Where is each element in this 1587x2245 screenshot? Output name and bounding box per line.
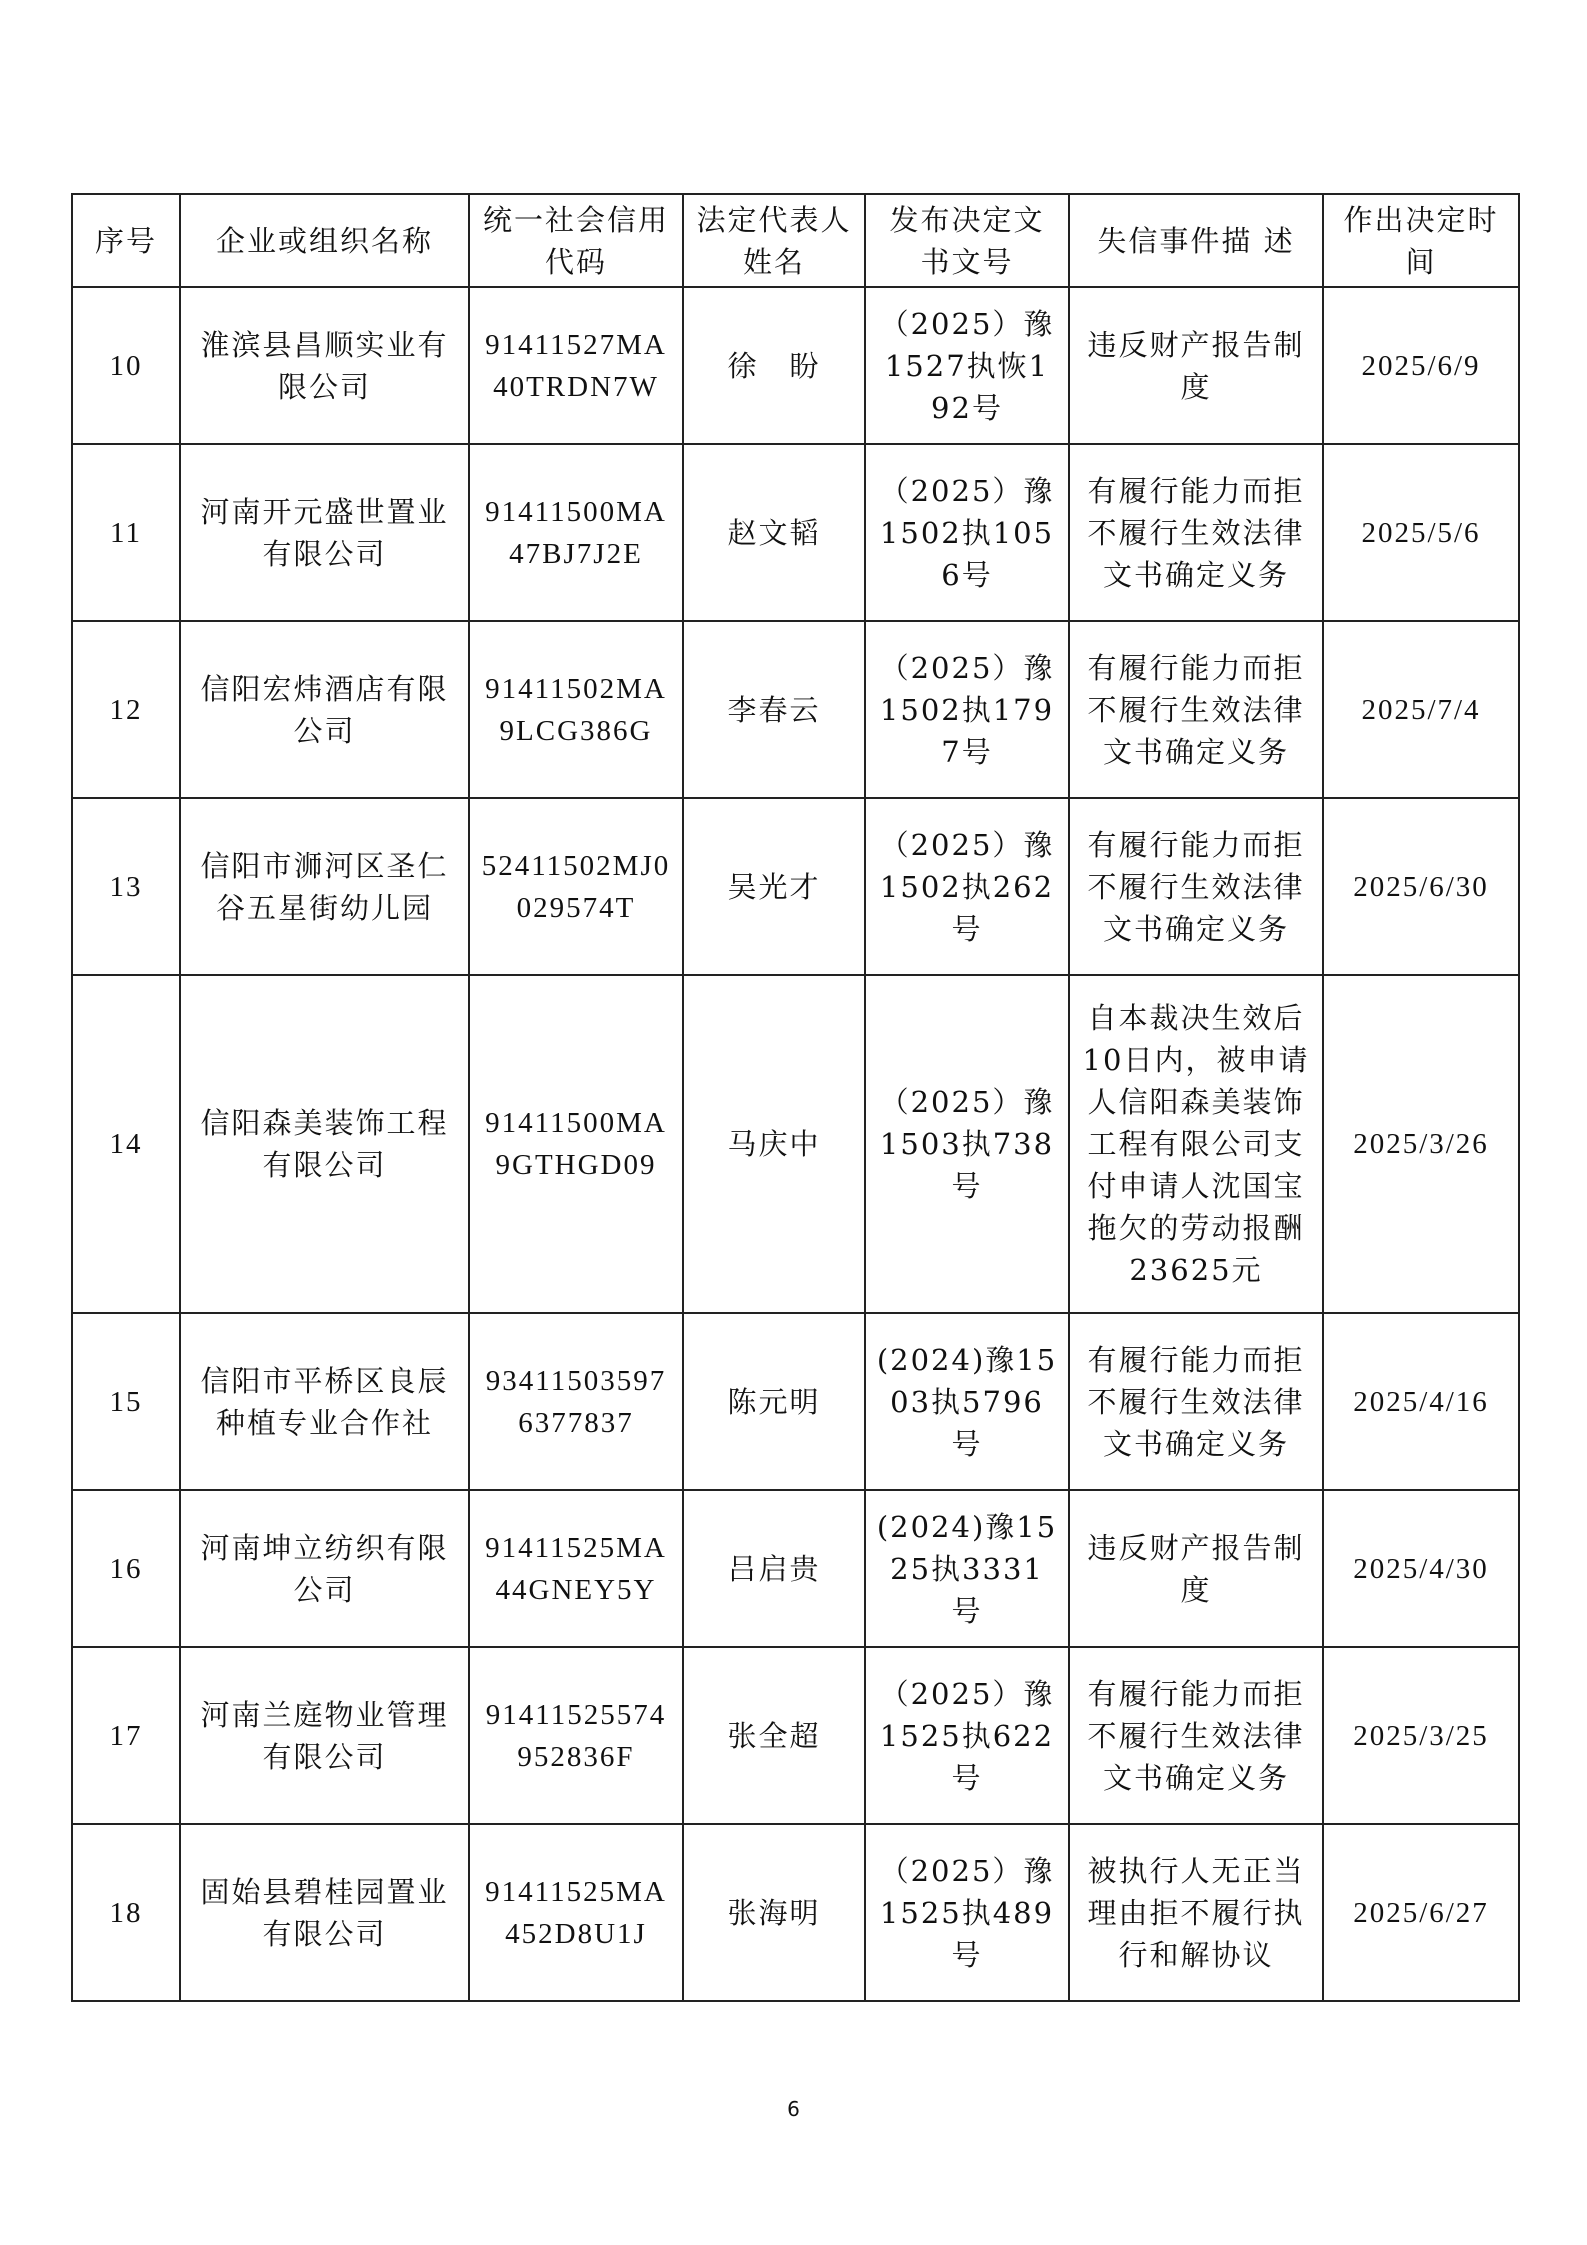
- cell-date: 2025/6/27: [1323, 1824, 1519, 2001]
- cell-credit-code: 91411525MA44GNEY5Y: [469, 1490, 683, 1647]
- cell-credit-code: 934115035976377837: [469, 1313, 683, 1490]
- cell-serial: 11: [72, 444, 180, 621]
- cell-document-no: (2024)豫1503执5796号: [865, 1313, 1069, 1490]
- cell-representative: 张全超: [683, 1647, 865, 1824]
- cell-document-no: (2024)豫1525执3331号: [865, 1490, 1069, 1647]
- cell-name: 信阳森美装饰工程有限公司: [180, 975, 469, 1313]
- dishonest-entities-table: [71, 193, 1520, 2002]
- cell-document-no: （2025）豫1502执1056号: [865, 444, 1069, 621]
- table-row: [72, 621, 1519, 798]
- header-serial: 序号: [72, 194, 180, 287]
- cell-date: 2025/6/9: [1323, 287, 1519, 444]
- cell-credit-code: 91411502MA9LCG386G: [469, 621, 683, 798]
- cell-date: 2025/7/4: [1323, 621, 1519, 798]
- cell-event: 有履行能力而拒不履行生效法律文书确定义务: [1069, 798, 1323, 975]
- cell-name: 河南开元盛世置业有限公司: [180, 444, 469, 621]
- cell-representative: 马庆中: [683, 975, 865, 1313]
- cell-serial: 13: [72, 798, 180, 975]
- cell-representative: 吴光才: [683, 798, 865, 975]
- cell-date: 2025/3/26: [1323, 975, 1519, 1313]
- cell-serial: 12: [72, 621, 180, 798]
- cell-name: 信阳市平桥区良辰种植专业合作社: [180, 1313, 469, 1490]
- table-row: [72, 1313, 1519, 1490]
- cell-event: 违反财产报告制度: [1069, 287, 1323, 444]
- table-row: [72, 1490, 1519, 1647]
- cell-serial: 16: [72, 1490, 180, 1647]
- cell-serial: 10: [72, 287, 180, 444]
- cell-representative: 李春云: [683, 621, 865, 798]
- header-name: 企业或组织名称: [180, 194, 469, 287]
- table-header-row: [72, 194, 1519, 287]
- cell-credit-code: 91411525574952836F: [469, 1647, 683, 1824]
- cell-serial: 14: [72, 975, 180, 1313]
- cell-credit-code: 91411500MA47BJ7J2E: [469, 444, 683, 621]
- cell-document-no: （2025）豫1525执622号: [865, 1647, 1069, 1824]
- cell-document-no: （2025）豫1525执489号: [865, 1824, 1069, 2001]
- cell-date: 2025/5/6: [1323, 444, 1519, 621]
- cell-date: 2025/4/16: [1323, 1313, 1519, 1490]
- cell-representative: 赵文韬: [683, 444, 865, 621]
- cell-date: 2025/6/30: [1323, 798, 1519, 975]
- cell-name: 淮滨县昌顺实业有限公司: [180, 287, 469, 444]
- cell-name: 信阳宏炜酒店有限公司: [180, 621, 469, 798]
- header-credit-code: 统一社会信用代码: [469, 194, 683, 287]
- cell-document-no: （2025）豫1503执738号: [865, 975, 1069, 1313]
- cell-serial: 18: [72, 1824, 180, 2001]
- cell-date: 2025/3/25: [1323, 1647, 1519, 1824]
- cell-representative: 吕启贵: [683, 1490, 865, 1647]
- page-number: 6: [787, 2097, 800, 2121]
- header-document-no: 发布决定文书文号: [865, 194, 1069, 287]
- table-row: [72, 975, 1519, 1313]
- cell-serial: 17: [72, 1647, 180, 1824]
- cell-credit-code: 91411525MA452D8U1J: [469, 1824, 683, 2001]
- cell-event: 自本裁决生效后10日内，被申请人信阳森美装饰工程有限公司支付申请人沈国宝拖欠的劳动报酬23625元: [1069, 975, 1323, 1313]
- header-event: 失信事件描 述: [1069, 194, 1323, 287]
- cell-document-no: （2025）豫1502执1797号: [865, 621, 1069, 798]
- cell-event: 有履行能力而拒不履行生效法律文书确定义务: [1069, 1647, 1323, 1824]
- cell-credit-code: 91411500MA9GTHGD09: [469, 975, 683, 1313]
- cell-name: 河南坤立纺织有限公司: [180, 1490, 469, 1647]
- cell-representative: 徐 盼: [683, 287, 865, 444]
- table-row: [72, 1647, 1519, 1824]
- table-row: [72, 444, 1519, 621]
- cell-credit-code: 52411502MJ0029574T: [469, 798, 683, 975]
- cell-event: 有履行能力而拒不履行生效法律文书确定义务: [1069, 621, 1323, 798]
- cell-event: 有履行能力而拒不履行生效法律文书确定义务: [1069, 1313, 1323, 1490]
- cell-serial: 15: [72, 1313, 180, 1490]
- cell-credit-code: 91411527MA40TRDN7W: [469, 287, 683, 444]
- cell-representative: 陈元明: [683, 1313, 865, 1490]
- table-row: [72, 287, 1519, 444]
- cell-name: 信阳市浉河区圣仁谷五星街幼儿园: [180, 798, 469, 975]
- cell-document-no: （2025）豫1502执262号: [865, 798, 1069, 975]
- table-row: [72, 798, 1519, 975]
- cell-event: 有履行能力而拒不履行生效法律文书确定义务: [1069, 444, 1323, 621]
- cell-event: 违反财产报告制度: [1069, 1490, 1323, 1647]
- cell-event: 被执行人无正当理由拒不履行执行和解协议: [1069, 1824, 1323, 2001]
- header-date: 作出决定时 间: [1323, 194, 1519, 287]
- cell-date: 2025/4/30: [1323, 1490, 1519, 1647]
- cell-name: 河南兰庭物业管理有限公司: [180, 1647, 469, 1824]
- cell-name: 固始县碧桂园置业有限公司: [180, 1824, 469, 2001]
- cell-representative: 张海明: [683, 1824, 865, 2001]
- table-row: [72, 1824, 1519, 2001]
- cell-document-no: （2025）豫1527执恢192号: [865, 287, 1069, 444]
- header-representative: 法定代表人姓名: [683, 194, 865, 287]
